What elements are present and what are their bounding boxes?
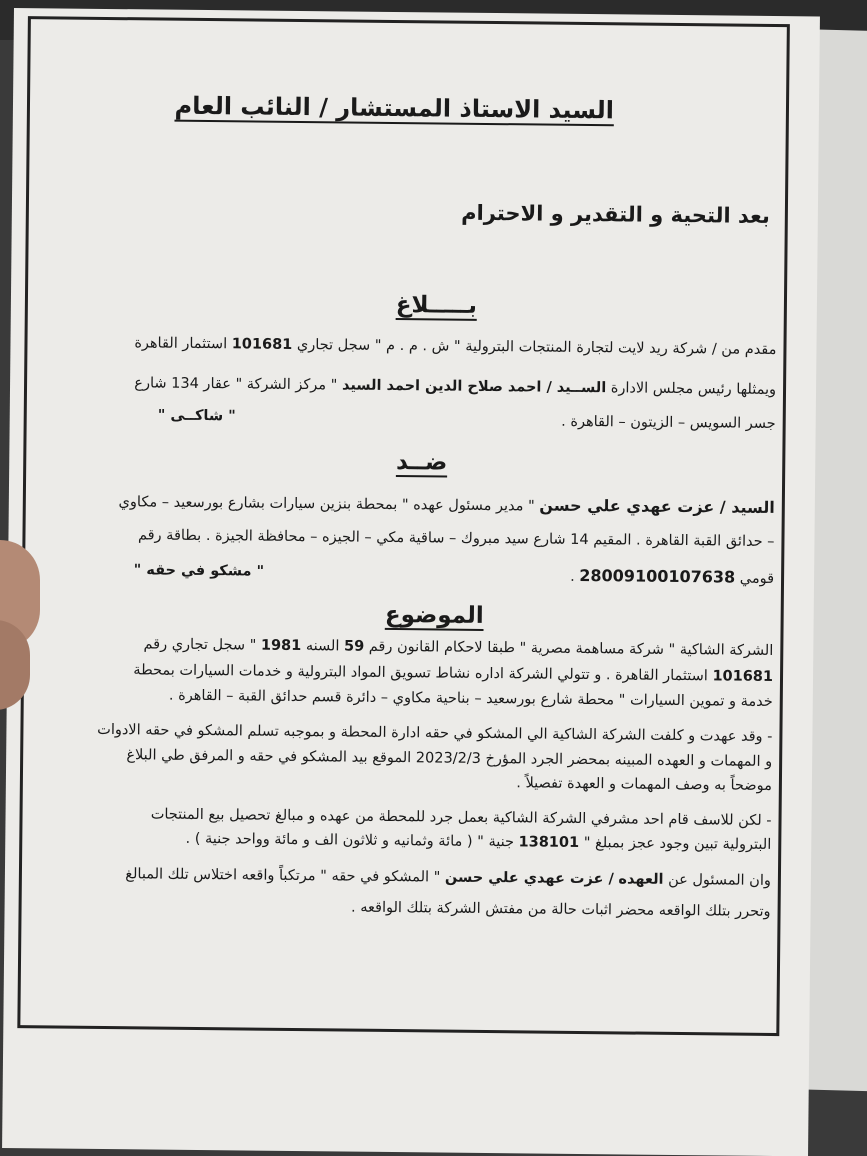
subject-text: استثمار القاهرة . و تتولي الشركة اداره نشاط تسويق المواد البترولية و خدمات السيارات بمحطة — [133, 662, 708, 685]
subject-text: جنية " ( مائة وثمانيه و ثلاثون الف و مائة وواحد جنية ) . — [185, 830, 515, 851]
law-number: 59 — [343, 638, 365, 655]
document-title: السيد الاستاذ المستشار / النائب العام — [174, 91, 615, 125]
complainant-text: استثمار القاهرة — [134, 335, 228, 353]
subject-text: الشركة الشاكية " شركة مساهمة مصرية " طبقا لاحكام القانون رقم — [368, 638, 774, 659]
subject-p1-line-3: خدمة و تموين السيارات " محطة شارع بورسعيد – بناحية مكاوي – دائرة قسم حدائق القبة – القاهرة . — [168, 687, 773, 710]
subject-p2-line-3: موضحاً به وصف المهمات و العهدة تفصيلاً . — [516, 775, 772, 794]
subject-p4-line-2: وتحرر بتلك الواقعه محضر اثبات حالة من مفتش الشركة بتلك الواقعه . — [350, 899, 771, 920]
defendant-name: السيد / عزت عهدي علي حسن — [539, 495, 775, 517]
report-heading: بـــــلاغ — [395, 292, 478, 319]
commercial-register-number: 101681 — [231, 336, 293, 353]
subject-text: السنه — [305, 638, 340, 655]
representative-name: الســيد / احمد صلاح الدين احمد السيد — [341, 377, 607, 397]
defendant-text: قومي — [739, 570, 775, 587]
defendant-text: " مدير مسئول عهده " بمحطة بنزين سيارات بشارع بورسعيد – مكاوي — [118, 494, 535, 515]
commercial-register-number: 101681 — [712, 668, 774, 685]
greeting: بعد التحية و التقدير و الاحترام — [461, 200, 770, 228]
law-year: 1981 — [260, 637, 302, 655]
custody-word: العهده — [618, 871, 664, 888]
complainant-role: " شاكــى " — [157, 407, 236, 425]
subject-heading: الموضوع — [384, 601, 484, 629]
defendant-text: . — [570, 568, 575, 585]
deficit-amount: 138101 — [518, 834, 580, 851]
complainant-line-3: جسر السويس – الزيتون – القاهرة . — [561, 413, 776, 432]
document-page — [2, 8, 820, 1156]
complainant-text: " مركز الشركة " عقار 134 شارع — [134, 375, 338, 394]
subject-p2-line-2: و المهمات و العهده المبينه بمحضر الجرد المؤرخ 2023/2/3 الموقع بيد المشكو في حقه و المرفق طي البلاغ — [126, 747, 773, 770]
against-heading: ضــد — [395, 449, 448, 476]
subject-text: " سجل تجاري رقم — [143, 636, 257, 654]
subject-text: " المشكو في حقه " مرتكباً واقعه اختلاس تلك المبالغ — [125, 866, 441, 886]
defendant-name: / عزت عهدي علي حسن — [444, 869, 614, 888]
subject-p3-line-1: - لكن للاسف قام احد مشرفي الشركة الشاكية بعمل جرد للمحطة من عهده و مبالغ تحصيل بيع المنتجات — [150, 806, 772, 829]
defendant-role: " مشكو في حقه " — [133, 562, 265, 580]
subject-text: وان المسئول عن — [668, 871, 771, 889]
complainant-text: ويمثلها رئيس مجلس الادارة — [610, 380, 777, 399]
complainant-text: مقدم من / شركة ريد لايت لتجارة المنتجات البترولية " ش . م . م " سجل تجاري — [296, 336, 777, 359]
national-id-number: 28009100107638 — [579, 565, 736, 587]
defendant-line-3 — [570, 566, 774, 587]
defendant-line-2: – حدائق القبة القاهرة . المقيم 14 شارع سيد مبروك – ساقية مكي – الجيزه – محافظة الجيزة . بطاقة رقم — [137, 527, 775, 550]
subject-p2-line-1: - وقد عهدت و كلفت الشركة الشاكية الي المشكو في حقه ادارة المحطة و بموجبه تسلم المشكو في حقه الادوات — [97, 721, 773, 745]
subject-text: البترولية تبين وجود عجز بمبلغ " — [583, 835, 772, 853]
